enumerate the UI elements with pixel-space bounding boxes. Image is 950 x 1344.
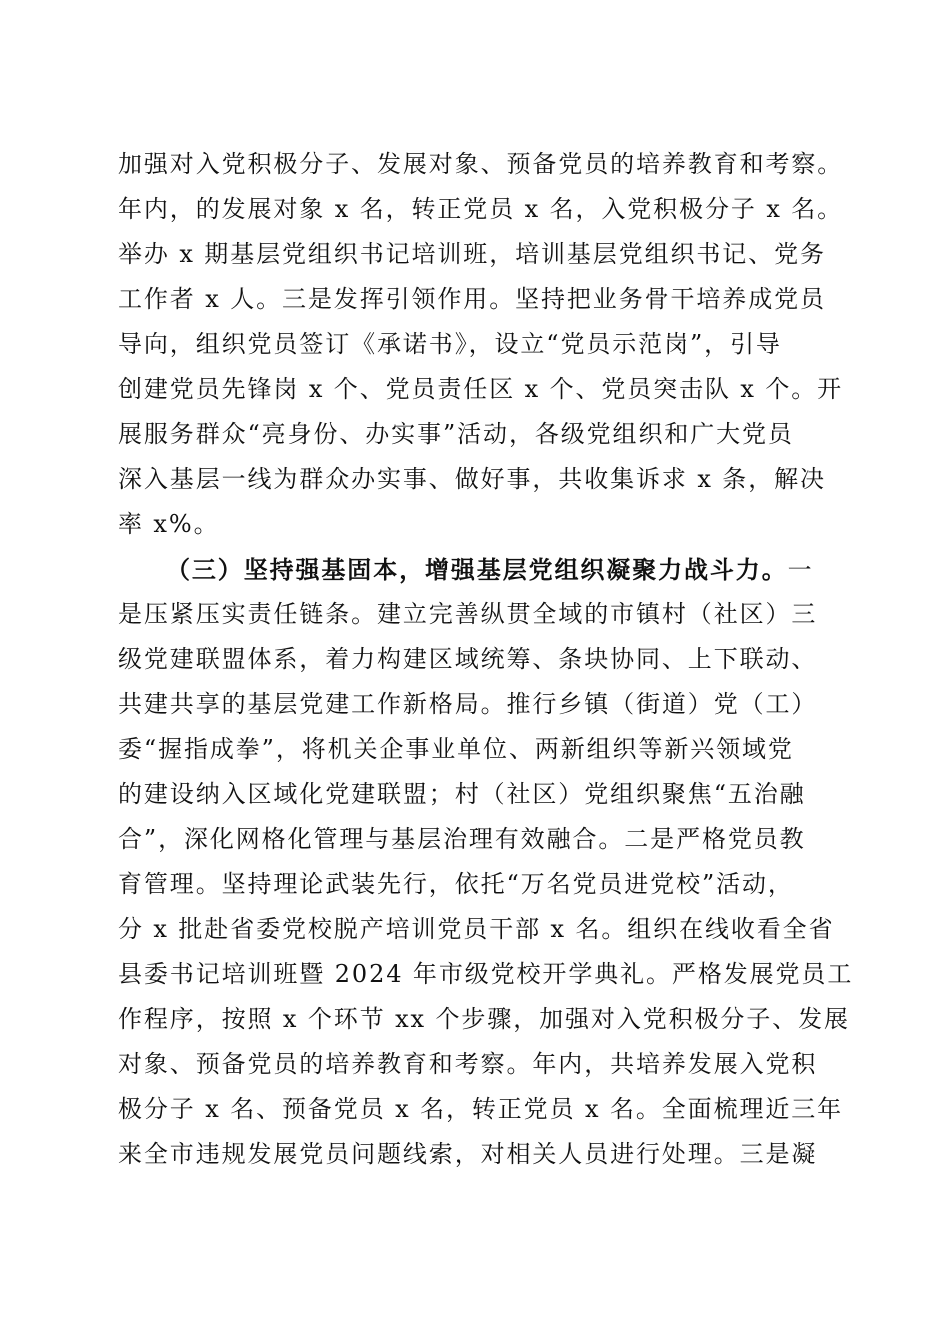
text-line: 是压紧压实责任链条。建立完善纵贯全域的市镇村（社区）三 (118, 600, 818, 628)
text-line: 举办 x 期基层党组织书记培训班，培训基层党组织书记、党务 (118, 240, 826, 268)
text-line: 共建共享的基层党建工作新格局。推行乡镇（街道）党（工） (118, 690, 818, 718)
text-line: 对象、预备党员的培养教育和考察。年内，共培养发展入党积 (118, 1050, 818, 1078)
text-line: 级党建联盟体系，着力构建区域统筹、条块协同、上下联动、 (118, 645, 818, 673)
paragraph-party-member-development (118, 142, 858, 547)
text-line: 年内，的发展对象 x 名，转正党员 x 名，入党积极分子 x 名。 (118, 195, 844, 223)
text-line: 委“握指成拳”，将机关企事业单位、两新组织等新兴领域党 (118, 735, 794, 763)
text-line: 工作者 x 人。三是发挥引领作用。坚持把业务骨干培养成党员 (118, 285, 826, 313)
text-line: 加强对入党积极分子、发展对象、预备党员的培养教育和考察。 (118, 150, 844, 178)
heading-line (118, 547, 858, 592)
text-line: 来全市违规发展党员问题线索，对相关人员进行处理。三是凝 (118, 1140, 818, 1168)
document-body (118, 142, 858, 1177)
text-line: 深入基层一线为群众办实事、做好事，共收集诉求 x 条，解决 (118, 465, 826, 493)
text-line: 的建设纳入区域化党建联盟；村（社区）党组织聚焦“五治融 (118, 780, 806, 808)
heading-tail-text: 一 (787, 556, 814, 584)
text-line: 县委书记培训班暨 2024 年市级党校开学典礼。严格发展党员工 (118, 960, 854, 988)
text-line: 育管理。坚持理论武装先行，依托“万名党员进党校”活动， (118, 870, 794, 898)
text-line: 极分子 x 名、预备党员 x 名，转正党员 x 名。全面梳理近三年 (118, 1095, 844, 1123)
text-line: 率 x%。 (118, 510, 220, 538)
text-line: 创建党员先锋岗 x 个、党员责任区 x 个、党员突击队 x 个。开 (118, 375, 844, 403)
paragraph-strengthen-foundation (118, 547, 858, 1177)
text-line: 导向，组织党员签订《承诺书》，设立“党员示范岗”，引导 (118, 330, 782, 358)
text-line: 分 x 批赴省委党校脱产培训党员干部 x 名。组织在线收看全省 (118, 915, 835, 943)
text-line: 展服务群众“亮身份、办实事”活动，各级党组织和广大党员 (118, 420, 794, 448)
text-line: 合”，深化网格化管理与基层治理有效融合。二是严格党员教 (118, 825, 806, 853)
section-heading: （三）坚持强基固本，增强基层党组织凝聚力战斗力。 (166, 555, 788, 584)
text-line: 作程序，按照 x 个环节 xx 个步骤，加强对入党积极分子、发展 (118, 1005, 850, 1033)
